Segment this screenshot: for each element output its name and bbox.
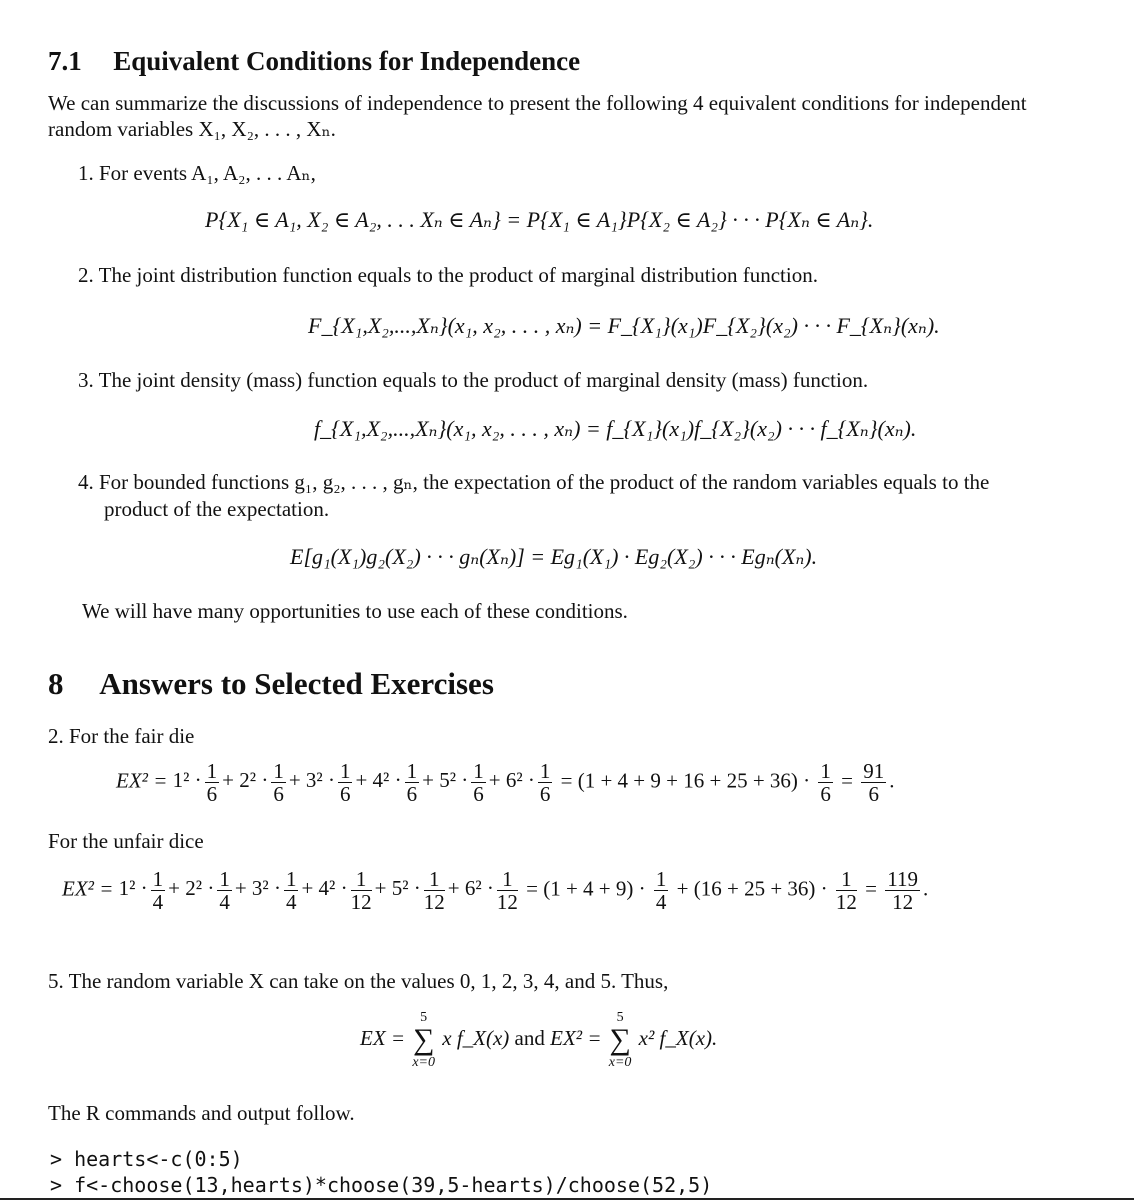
r-intro: The R commands and output follow. (48, 1101, 355, 1125)
code-line-2: > f<-choose(13,hearts)*choose(39,5-hearts)/choose(52,5) (50, 1173, 713, 1197)
sum-body-2: x² f_X(x). (638, 1026, 718, 1051)
item-text: For events A₁, A₂, . . . Aₙ, (99, 161, 316, 185)
fraction: $\frac{1}{12}$ (835, 867, 857, 915)
sum-body: x f_X(x) (442, 1026, 510, 1051)
list-item-3 (78, 367, 868, 394)
section-number: 8 (48, 666, 64, 701)
summation-equation (360, 1010, 717, 1071)
term: 3² · $\frac{1}{6}$ + (305, 759, 368, 807)
list-item-1 (78, 160, 316, 187)
equation-3: f_{X₁,X₂,...,Xₙ}(x₁, x₂, . . . , xₙ) = f_{X₁}(x₁)f_{X₂}(x₂) · · · f_{Xₙ}(xₙ). (314, 416, 917, 441)
eq-lhs: EX² = (116, 768, 173, 793)
item-text-line-1: For bounded functions g₁, g₂, . . . , gₙ, the expectation of the product of the random variables equals to the (99, 470, 990, 494)
fraction: $\frac{1}{6}$ (820, 759, 831, 807)
and-word: and (514, 1026, 545, 1051)
exercise-2-label: 2. For the fair die (48, 724, 195, 748)
intro-line-2: random variables X₁, X₂, . . . , Xₙ. (48, 117, 336, 141)
item-4-text-line-2: product of the expectation. (104, 497, 330, 521)
eq-lhs-2: EX² = (550, 1026, 602, 1051)
term: 3² · $\frac{1}{4}$ + (251, 867, 314, 915)
sum-expression-1: = (1 + 4 + 9) · (526, 876, 646, 901)
term: 1² · $\frac{1}{4}$ + (118, 867, 181, 915)
sum-expression-2: + (16 + 25 + 36) · (676, 876, 828, 901)
item-text: The joint density (mass) function equals to the product of marginal density (mass) function. (98, 368, 869, 392)
term: 6² · $\frac{1}{12}$ (464, 867, 518, 915)
term: 5² · $\frac{1}{12}$ + (391, 867, 460, 915)
sum-expression: = (1 + 4 + 9 + 16 + 25 + 36) · (560, 768, 811, 793)
eq-lhs: EX² = (62, 876, 119, 901)
section-8-heading (48, 664, 494, 704)
item-number: 2. (78, 263, 94, 287)
term: 6² · $\frac{1}{6}$ (505, 759, 551, 807)
item-number: 1. (78, 161, 94, 185)
section-number: 7.1 (48, 46, 82, 76)
item-number: 3. (78, 368, 94, 392)
exercise-5-text: 5. The random variable X can take on the values 0, 1, 2, 3, 4, and 5. Thus, (48, 969, 669, 993)
term: 2² · $\frac{1}{4}$ + (185, 867, 247, 915)
closing-sentence: We will have many opportunities to use each of these conditions. (82, 599, 628, 623)
section-7-1-heading (48, 44, 580, 79)
eq-lhs: EX = (360, 1026, 406, 1051)
intro-line-1: We can summarize the discussions of independence to present the following 4 equivalent conditions for independent (48, 91, 1027, 115)
section-title: Equivalent Conditions for Independence (113, 46, 581, 76)
section-title: Answers to Selected Exercises (99, 666, 494, 701)
fair-die-equation: EX² = 1² · $\frac{1}{6}$ + 2² · $\frac{1}{6}$ + 3² · $\frac{1}{6}$ + 4² · $\frac{1}{6}$ + 5² · $\frac{1}{6}$ + 6² · $\frac{1}{6}$ = (1 + 4 + 9 + 16 + 25 + 36) · $\frac{1}{6}$ = $\frac{91}{6}$ . (116, 759, 895, 807)
equation-4: E[g₁(X₁)g₂(X₂) · · · gₙ(Xₙ)] = Eg₁(X₁) · Eg₂(X₂) · · · Egₙ(Xₙ). (290, 544, 818, 569)
result-fraction: $\frac{119}{12}$ (887, 867, 918, 915)
summation-symbol: 5 ∑ x=0 (412, 1010, 435, 1071)
item-text: The joint distribution function equals to the product of marginal distribution function. (98, 263, 818, 287)
term: 2² · $\frac{1}{6}$ + (239, 759, 301, 807)
term: 5² · $\frac{1}{6}$ + (439, 759, 501, 807)
code-line-1: > hearts<-c(0:5) (50, 1147, 243, 1171)
unfair-dice-label: For the unfair dice (48, 829, 204, 853)
term: 1² · $\frac{1}{6}$ + (172, 759, 235, 807)
summation-symbol: 5 ∑ x=0 (608, 1010, 632, 1071)
term: 4² · $\frac{1}{6}$ + (372, 759, 434, 807)
unfair-dice-equation: EX² = 1² · $\frac{1}{4}$ + 2² · $\frac{1}{4}$ + 3² · $\frac{1}{4}$ + 4² · $\frac{1}{12}$ + 5² · $\frac{1}{12}$ + 6² · $\frac{1}{12}$ = (1 + 4 + 9) · $\frac{1}{4}$ + (16 + 25 + 36) · $\frac{1}{12}$ = $\frac{119}{12}$ . (62, 867, 929, 915)
equation-2: F_{X₁,X₂,...,Xₙ}(x₁, x₂, . . . , xₙ) = F_{X₁}(x₁)F_{X₂}(x₂) · · · F_{Xₙ}(xₙ). (308, 313, 940, 338)
item-number: 4. (78, 470, 94, 494)
list-item-2 (78, 262, 818, 289)
term: 4² · $\frac{1}{12}$ + (318, 867, 387, 915)
fraction: $\frac{1}{4}$ (655, 867, 667, 915)
equation-1: P{X₁ ∈ A₁, X₂ ∈ A₂, . . . Xₙ ∈ Aₙ} = P{X₁ ∈ A₁}P{X₂ ∈ A₂} · · · P{Xₙ ∈ Aₙ}. (205, 207, 874, 232)
result-fraction: $\frac{91}{6}$ (863, 759, 885, 807)
list-item-4 (78, 469, 989, 496)
